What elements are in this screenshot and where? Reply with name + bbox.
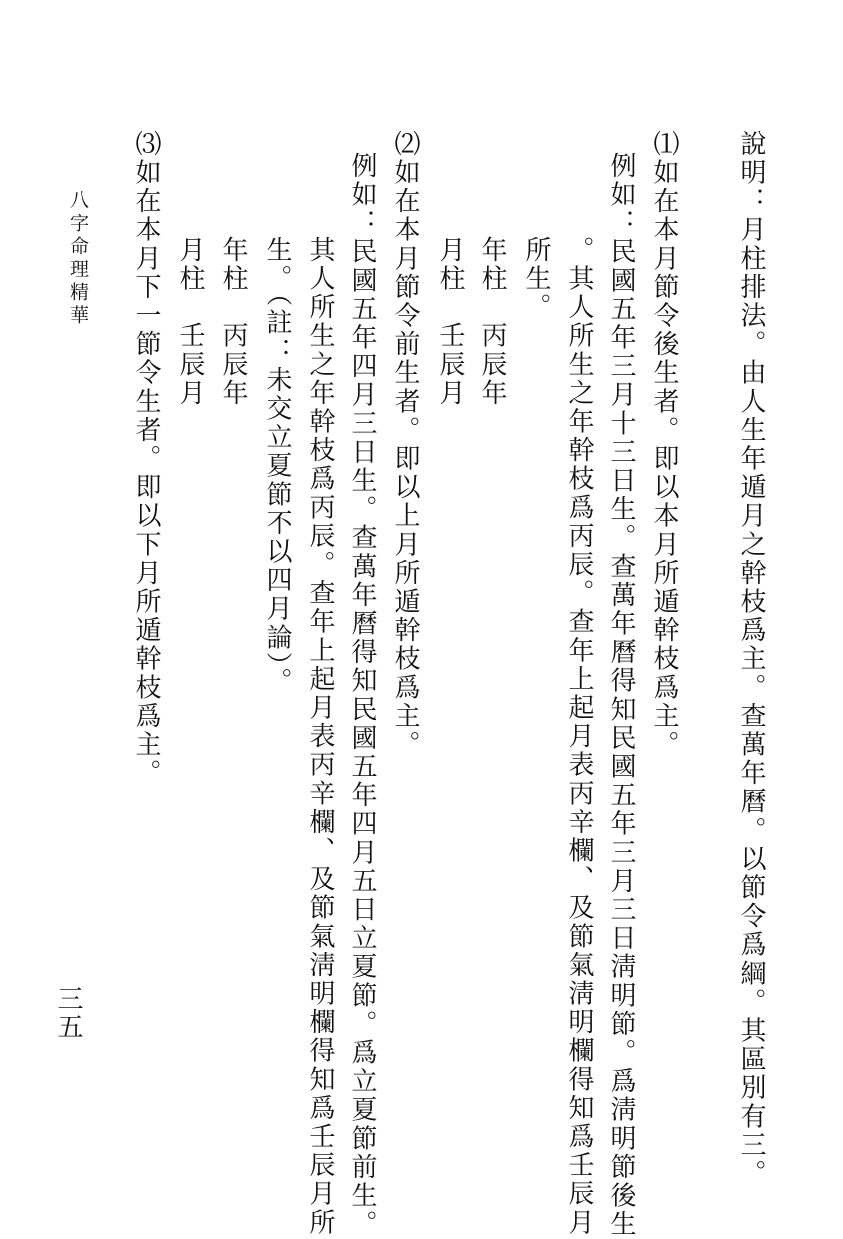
text-column-1: 說明：月柱排法。由人生年遁月之幹枝爲主。查萬年曆。以節令爲綱。其區別有三。 [736, 130, 766, 1189]
side-title: 八字命理精華 [67, 190, 89, 328]
text-column-13: 月柱 壬辰月 [175, 236, 205, 408]
page-number: 三五 [53, 985, 83, 1041]
text-column-8: ⑵如在本月節令前生者。即以上月所遁幹枝爲主。 [390, 130, 420, 760]
text-column-10: 其人所生之年幹枝爲丙辰。查年上起月表丙辛欄、及節氣淸明欄得知爲壬辰月所 [305, 236, 335, 1237]
text-column-2: ⑴如在本月節令後生者。即以本月所遁幹枝爲主。 [649, 130, 679, 760]
text-column-9: 例如：民國五年四月三日生。查萬年曆得知民國五年四月五日立夏節。爲立夏節前生。 [347, 152, 377, 1239]
text-column-3: 例如：民國五年三月十三日生。查萬年曆得知民國五年三月三日淸明節。爲淸明節後生 [606, 152, 636, 1239]
text-column-12: 年柱 丙辰年 [218, 236, 248, 408]
text-column-11: 生。（註：未交立夏節不以四月論）。 [262, 236, 292, 697]
text-column-7: 月柱 壬辰月 [435, 236, 465, 408]
text-column-14: ⑶如在本月下一節令生者。即以下月所遁幹枝爲主。 [131, 130, 161, 788]
text-column-4: 。其人所生之年幹枝爲丙辰。查年上起月表丙辛欄、及節氣淸明欄得知爲壬辰月 [564, 236, 594, 1237]
text-column-6: 年柱 丙辰年 [477, 236, 507, 408]
text-column-5: 所生。 [521, 236, 551, 322]
